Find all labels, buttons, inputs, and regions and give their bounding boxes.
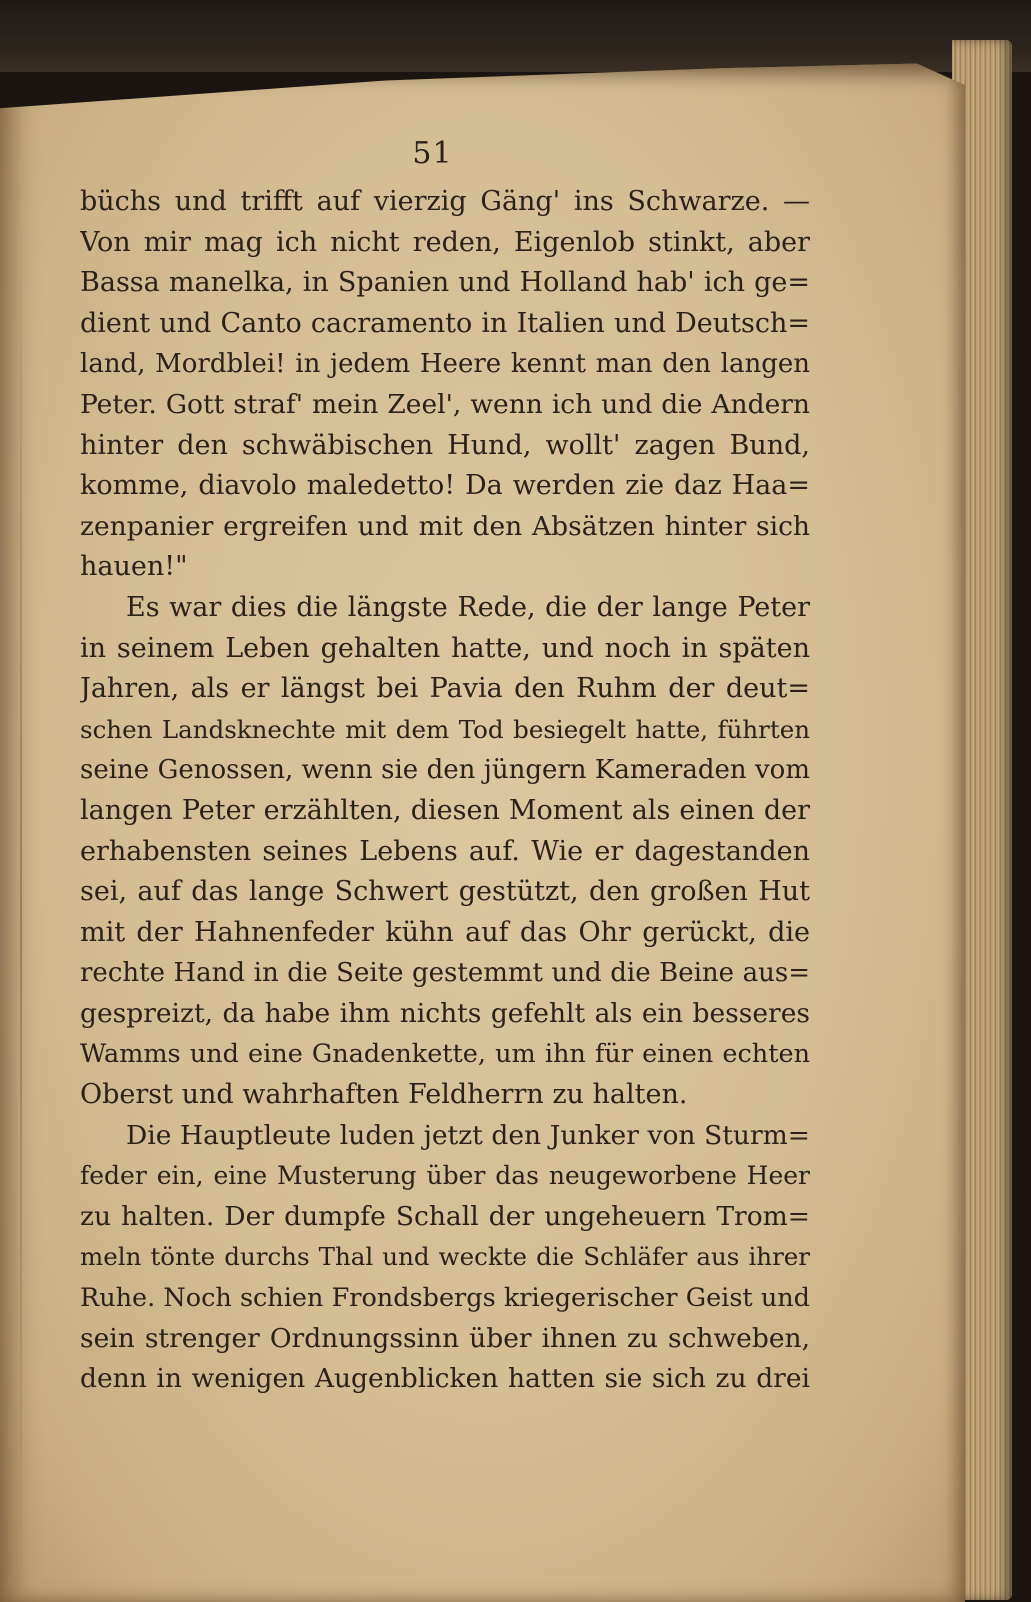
text-line: dient und Canto cacramento in Italien und Deutsch= bbox=[80, 307, 810, 339]
text-line: Ruhe. Noch schien Frondsbergs kriegerischer Geist und bbox=[80, 1283, 810, 1314]
text-line: komme, diavolo maledetto! Da werden zie daz Haa= bbox=[80, 470, 810, 502]
gutter-shadow bbox=[20, 202, 22, 1602]
text-line: erhabensten seines Lebens auf. Wie er dagestanden bbox=[80, 835, 810, 867]
text-line: mit der Hahnenfeder kühn auf das Ohr gerückt, die bbox=[80, 916, 810, 948]
text-line: Oberst und wahrhaften Feldherrn zu halten. bbox=[80, 1079, 688, 1111]
text-line: büchs und trifft auf vierzig Gäng' ins Schwarze. — bbox=[80, 186, 810, 217]
body-text bbox=[80, 182, 810, 1400]
text-line: Wamms und eine Gnadenkette, um ihn für einen echten bbox=[80, 1039, 810, 1070]
text-line: land, Mordblei! in jedem Heere kennt man den langen bbox=[80, 349, 810, 380]
text-line: sein strenger Ordnungssinn über ihnen zu schweben, bbox=[80, 1322, 810, 1354]
text-line: hinter den schwäbischen Hund, wollt' zagen Bund, bbox=[80, 429, 810, 461]
text-line: Bassa manelka, in Spanien und Holland hab' ich ge= bbox=[80, 267, 810, 299]
text-line: Es war dies die längste Rede, die der lange Peter bbox=[126, 591, 810, 623]
text-line: Von mir mag ich nicht reden, Eigenlob stinkt, aber bbox=[80, 226, 810, 258]
text-line: seine Genossen, wenn sie den jüngern Kameraden vom bbox=[80, 755, 810, 786]
text-line: meln tönte durchs Thal und weckte die Schläfer aus ihrer bbox=[80, 1242, 810, 1272]
text-line: feder ein, eine Musterung über das neugeworbene Heer bbox=[80, 1161, 810, 1191]
text-line: schen Landsknechte mit dem Tod besiegelt hatte, führten bbox=[80, 714, 810, 744]
text-line: zu halten. Der dumpfe Schall der ungeheuern Trom= bbox=[80, 1200, 810, 1232]
text-line: Peter. Gott straf' mein Zeel', wenn ich und die Andern bbox=[80, 388, 810, 420]
page-number: 51 bbox=[412, 136, 453, 171]
text-line: zenpanier ergreifen und mit den Absätzen hinter sich bbox=[80, 510, 810, 542]
text-line: in seinem Leben gehalten hatte, und noch in späten bbox=[80, 632, 810, 664]
text-line: Die Hauptleute luden jetzt den Junker von Sturm= bbox=[126, 1119, 810, 1151]
text-line: sei, auf das lange Schwert gestützt, den großen Hut bbox=[80, 876, 810, 908]
text-line: hauen!" bbox=[80, 551, 188, 583]
text-line: gespreizt, da habe ihm nichts gefehlt als ein besseres bbox=[80, 997, 810, 1029]
text-line: denn in wenigen Augenblicken hatten sie sich zu drei bbox=[80, 1363, 810, 1395]
text-line: rechte Hand in die Seite gestemmt und die Beine aus= bbox=[80, 958, 810, 989]
text-line: langen Peter erzählten, diesen Moment als einen der bbox=[80, 794, 810, 826]
book-binding bbox=[0, 0, 1031, 72]
text-line: Jahren, als er längst bei Pavia den Ruhm der deut= bbox=[80, 673, 810, 705]
